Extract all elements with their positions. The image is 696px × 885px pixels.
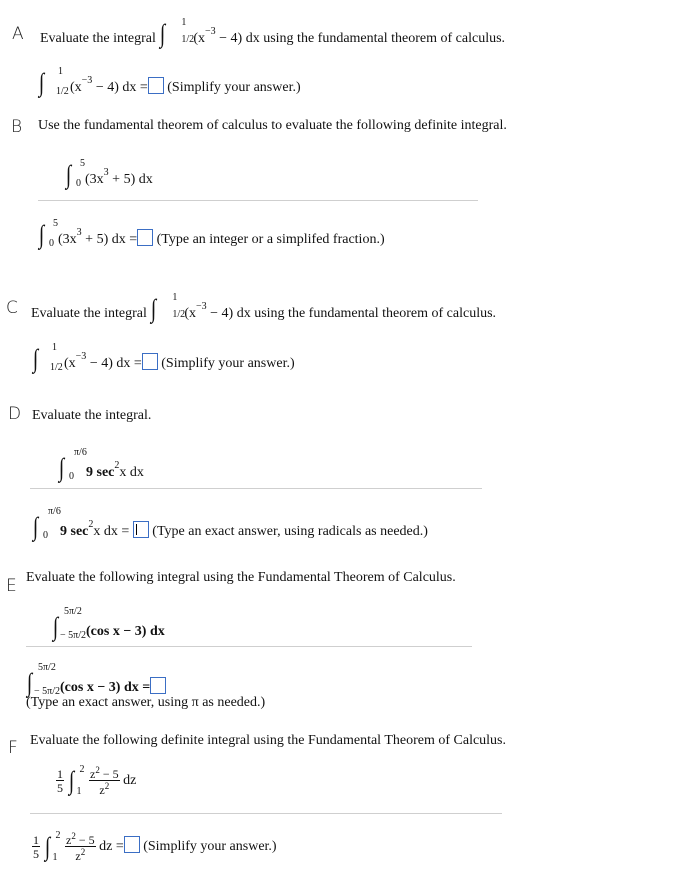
hint-text: (Simplify your answer.) bbox=[167, 80, 301, 95]
coefficient-fraction bbox=[56, 768, 64, 794]
integrand: (x bbox=[193, 31, 206, 46]
integral-sign: ∫ bbox=[32, 512, 39, 541]
answer-input[interactable] bbox=[142, 353, 158, 370]
integral-sign: ∫ bbox=[38, 220, 45, 249]
hint-text: (Simplify your answer.) bbox=[143, 839, 277, 855]
integrand: (3x bbox=[58, 232, 77, 247]
den-exponent: 2 bbox=[80, 847, 86, 857]
answer-tail: − 4) dx = bbox=[95, 80, 148, 95]
hint-text: (Simplify your answer.) bbox=[161, 356, 295, 371]
upper-limit: π/6 bbox=[74, 447, 87, 458]
integrand-fraction bbox=[89, 766, 120, 796]
integral-sign: ∫ bbox=[151, 294, 157, 323]
lower-limit: 0 bbox=[49, 238, 54, 249]
lower-limit: 1 bbox=[52, 852, 58, 863]
hint-text: (Type an exact answer, using radicals as needed.) bbox=[152, 524, 428, 539]
upper-limit: 5 bbox=[53, 218, 58, 229]
problem-f-display bbox=[56, 766, 136, 796]
problem-d-display bbox=[58, 447, 144, 482]
lower-limit: 1/2 bbox=[50, 362, 63, 373]
problem-f-answer-line bbox=[32, 832, 277, 862]
answer-tail: x dx = bbox=[93, 524, 130, 539]
exponent: −3 bbox=[196, 301, 207, 312]
den-base: z bbox=[75, 849, 81, 863]
answer-input[interactable] bbox=[133, 521, 149, 538]
answer-expr: (cos x − 3) dx = bbox=[60, 680, 151, 695]
problem-e-answer-line bbox=[26, 662, 166, 697]
handwritten-letter-d: D bbox=[8, 404, 22, 424]
integral-sign: ∫ bbox=[44, 832, 50, 861]
problem-c-prompt bbox=[31, 292, 497, 323]
coef-denominator: 5 bbox=[33, 847, 39, 861]
upper-limit: 2 bbox=[55, 830, 61, 841]
handwritten-letter-a: A bbox=[12, 24, 24, 44]
exponent: −3 bbox=[81, 75, 93, 86]
coef-denominator: 5 bbox=[57, 781, 63, 795]
upper-limit: 1 bbox=[58, 66, 63, 77]
coefficient-fraction bbox=[32, 834, 40, 860]
lower-limit: 1/2 bbox=[172, 309, 186, 320]
problem-b-display bbox=[65, 158, 153, 189]
exponent: 3 bbox=[103, 167, 109, 178]
exponent: −3 bbox=[75, 351, 87, 362]
lower-limit: 0 bbox=[43, 530, 48, 541]
answer-input[interactable] bbox=[137, 229, 153, 246]
integral-sign: ∫ bbox=[26, 668, 33, 697]
den-exponent: 2 bbox=[104, 781, 110, 791]
divider bbox=[30, 813, 502, 814]
problem-e-prompt: Evaluate the following integral using the Fundamental Theorem of Calculus. bbox=[26, 570, 456, 585]
problem-e-hint: (Type an exact answer, using π as needed.) bbox=[26, 695, 266, 710]
lower-limit: 1/2 bbox=[181, 34, 195, 45]
prompt-lead: Evaluate the integral bbox=[40, 31, 156, 46]
prompt-lead: Evaluate the integral bbox=[31, 306, 147, 321]
num-exponent: 2 bbox=[95, 765, 100, 775]
integral-sign: ∫ bbox=[65, 160, 72, 189]
upper-limit: π/6 bbox=[48, 506, 61, 517]
handwritten-letter-b: B bbox=[11, 117, 23, 137]
problem-d-answer-line bbox=[32, 506, 428, 541]
divider bbox=[38, 200, 478, 201]
problem-c-answer-line bbox=[32, 342, 295, 373]
upper-limit: 5 bbox=[80, 158, 85, 169]
integrand-fraction bbox=[65, 832, 96, 862]
coef-numerator: 1 bbox=[33, 833, 39, 847]
upper-limit: 2 bbox=[79, 764, 85, 775]
answer-input[interactable] bbox=[148, 77, 164, 94]
problem-a-prompt bbox=[40, 17, 506, 48]
exponent: 2 bbox=[114, 460, 120, 471]
integral-sign: ∫ bbox=[52, 612, 59, 641]
answer-tail: + 5) dx = bbox=[85, 232, 138, 247]
handwritten-letter-e: E bbox=[6, 576, 17, 596]
exponent: 3 bbox=[76, 227, 82, 238]
lower-limit: 0 bbox=[76, 178, 81, 189]
num-tail: − 5 bbox=[102, 767, 119, 781]
hint-text: (Type an integer or a simplifed fraction.) bbox=[156, 232, 385, 247]
lower-limit: 1 bbox=[76, 786, 82, 797]
problem-d-prompt: Evaluate the integral. bbox=[32, 408, 152, 423]
exponent: −3 bbox=[205, 26, 216, 37]
integrand: (x bbox=[184, 306, 197, 321]
den-base: z bbox=[99, 783, 105, 797]
upper-limit: 5π/2 bbox=[64, 606, 82, 617]
divider bbox=[30, 488, 482, 489]
upper-limit: 1 bbox=[52, 342, 57, 353]
lower-limit: − 5π/2 bbox=[34, 686, 60, 697]
problem-e-display bbox=[52, 606, 165, 641]
coef-numerator: 1 bbox=[57, 767, 63, 781]
upper-limit: 5π/2 bbox=[38, 662, 56, 673]
integral-sign: ∫ bbox=[160, 19, 166, 48]
integrand-tail: dz bbox=[123, 773, 137, 789]
lower-limit: 0 bbox=[69, 471, 74, 482]
integral-sign: ∫ bbox=[38, 68, 45, 97]
divider bbox=[26, 646, 472, 647]
integrand: (x bbox=[70, 80, 82, 95]
prompt-tail: − 4) dx using the fundamental theorem of calculus. bbox=[210, 306, 497, 321]
integral-sign: ∫ bbox=[58, 453, 65, 482]
lower-limit: 1/2 bbox=[56, 86, 69, 97]
integrand: (cos x − 3) dx bbox=[86, 624, 165, 639]
prompt-tail: − 4) dx using the fundamental theorem of calculus. bbox=[219, 31, 506, 46]
integrand-tail: x dx bbox=[119, 465, 144, 480]
integrand: (3x bbox=[85, 172, 104, 187]
integrand: 9 sec bbox=[60, 524, 89, 539]
handwritten-letter-f: F bbox=[8, 738, 18, 758]
num-tail: − 5 bbox=[78, 833, 95, 847]
handwritten-letter-c: C bbox=[6, 298, 18, 318]
problem-f-prompt: Evaluate the following definite integral using the Fundamental Theorem of Calculus. bbox=[30, 733, 507, 748]
problem-a-answer-line bbox=[38, 66, 301, 97]
integral-sign: ∫ bbox=[32, 344, 39, 373]
num-exponent: 2 bbox=[71, 831, 76, 841]
integrand-tail: + 5) dx bbox=[112, 172, 153, 187]
integrand: (x bbox=[64, 356, 76, 371]
lower-limit: − 5π/2 bbox=[60, 630, 86, 641]
answer-tail: dz = bbox=[99, 839, 124, 855]
upper-limit: 1 bbox=[181, 17, 187, 28]
num-base: z bbox=[66, 833, 72, 847]
answer-input[interactable] bbox=[124, 836, 140, 853]
integral-sign: ∫ bbox=[68, 766, 74, 795]
integrand: 9 sec bbox=[86, 465, 115, 480]
answer-input[interactable] bbox=[150, 677, 166, 694]
answer-tail: − 4) dx = bbox=[89, 356, 142, 371]
num-base: z bbox=[90, 767, 96, 781]
exponent: 2 bbox=[88, 519, 94, 530]
problem-b-answer-line bbox=[38, 218, 385, 249]
problem-b-prompt: Use the fundamental theorem of calculus to evaluate the following definite integral. bbox=[38, 118, 507, 133]
upper-limit: 1 bbox=[172, 292, 178, 303]
